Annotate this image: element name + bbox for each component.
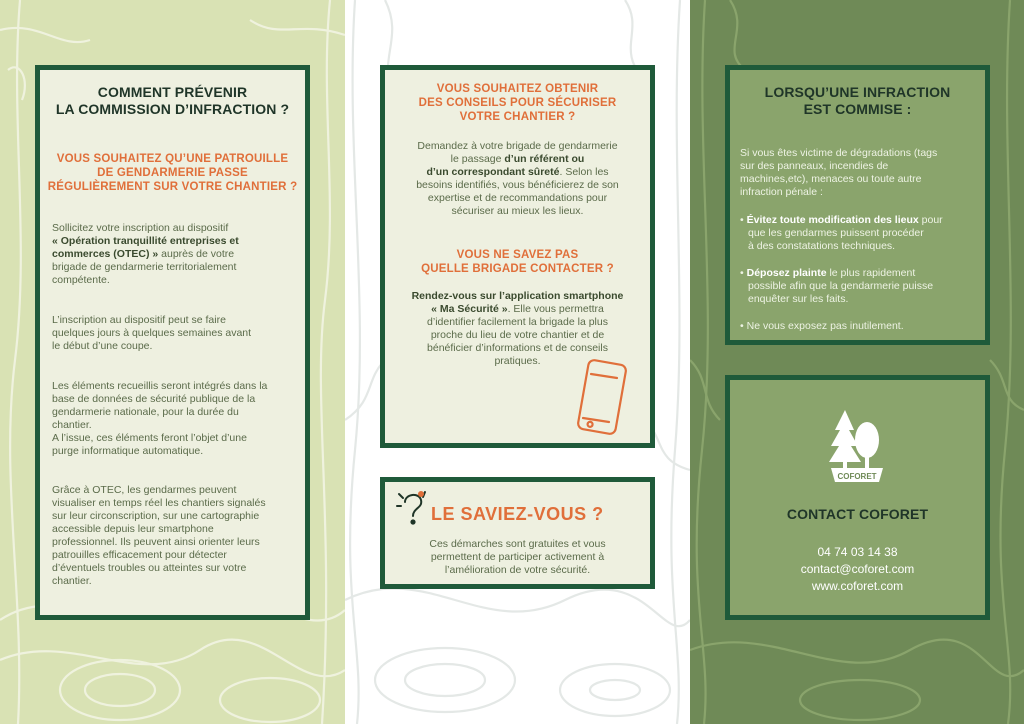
did-you-know-title: LE SAVIEZ-VOUS ? bbox=[431, 504, 604, 524]
bullet-dot: • bbox=[740, 320, 744, 332]
bullet-dot: • bbox=[740, 267, 744, 279]
advice-heading bbox=[385, 82, 650, 124]
victim-intro bbox=[740, 147, 985, 199]
text-line: visualiser en temps réel les chantiers signalés bbox=[52, 497, 266, 509]
text-line: auprès de votre bbox=[158, 248, 235, 260]
infraction-title-line: EST COMMISE : bbox=[803, 101, 912, 117]
text-line: permettent de participer activement à bbox=[430, 551, 605, 563]
text-line: à des constatations techniques. bbox=[748, 240, 896, 252]
coforet-logo bbox=[827, 406, 887, 484]
coforet-logo-text: COFORET bbox=[837, 472, 877, 481]
text-line: machines,etc), menaces ou toute autre bbox=[740, 173, 922, 185]
text-line: . Selon les bbox=[559, 166, 609, 178]
text-line: que les gendarmes puissent procéder bbox=[748, 227, 924, 239]
did-you-know-card bbox=[380, 477, 655, 589]
brigade-heading-line: QUELLE BRIGADE CONTACTER ? bbox=[421, 263, 614, 275]
left-panel bbox=[0, 0, 345, 724]
text-bold: Rendez-vous sur l’application smartphone bbox=[411, 290, 624, 302]
text-line: professionnel. Ils peuvent ainsi orienter leurs bbox=[52, 536, 260, 548]
prevention-title bbox=[40, 84, 305, 118]
prevention-title-line: COMMENT PRÉVENIR bbox=[97, 84, 248, 100]
bullet-file-complaint bbox=[740, 267, 985, 306]
brigade-heading-line: VOUS NE SAVEZ PAS bbox=[456, 249, 579, 261]
text-line: d’identifier facilement la brigade la plus bbox=[427, 316, 608, 328]
text-line: le début d’une coupe. bbox=[52, 340, 153, 352]
text-line: le plus rapidement bbox=[826, 267, 916, 279]
patrol-question-line: VOUS SOUHAITEZ QU’UNE PATROUILLE bbox=[56, 153, 289, 165]
text-bold: « Ma Sécurité » bbox=[431, 303, 508, 315]
text-line: Ces démarches sont gratuites et vous bbox=[429, 538, 606, 550]
infraction-title-line: LORSQU’UNE INFRACTION bbox=[764, 84, 951, 100]
inscription-paragraph bbox=[52, 314, 302, 353]
middle-panel bbox=[345, 0, 690, 724]
text-line: le passage bbox=[450, 153, 505, 165]
text-bold: Déposez plainte bbox=[746, 267, 827, 279]
text-line: pour bbox=[918, 214, 943, 226]
text-line: bénéficier d’informations et de conseils bbox=[427, 342, 608, 354]
text-line: enquêter sur les faits. bbox=[748, 293, 849, 305]
text-line: compétente. bbox=[52, 274, 110, 286]
infraction-card bbox=[725, 65, 990, 345]
text-bold: Évitez toute modification des lieux bbox=[746, 214, 919, 226]
contact-email[interactable]: contact@coforet.com bbox=[800, 562, 915, 576]
prevention-card bbox=[35, 65, 310, 620]
text-line: sur des panneaux, incendies de bbox=[740, 160, 889, 172]
text-line: Les éléments recueillis seront intégrés dans la bbox=[52, 380, 268, 392]
text-line: sécuriser au mieux les lieux. bbox=[451, 205, 584, 217]
contact-title: CONTACT COFORET bbox=[786, 506, 929, 522]
bullet-dot: • bbox=[740, 214, 744, 226]
contact-phone[interactable]: 04 74 03 14 38 bbox=[817, 545, 898, 559]
smartphone-icon bbox=[573, 358, 633, 438]
text-line: purge informatique automatique. bbox=[52, 445, 204, 457]
text-line: chantier. bbox=[52, 575, 92, 587]
bullet-no-exposure bbox=[740, 320, 985, 333]
advice-heading-line: VOTRE CHANTIER ? bbox=[459, 111, 576, 123]
prevention-title-line: LA COMMISSION D’INFRACTION ? bbox=[55, 101, 290, 117]
advice-heading-line: VOUS SOUHAITEZ OBTENIR bbox=[436, 83, 599, 95]
text-line: base de données de sécurité publique de la bbox=[52, 393, 256, 405]
text-line: l’amélioration de votre sécurité. bbox=[444, 564, 591, 576]
did-you-know-text bbox=[390, 538, 645, 577]
text-bold: d’un référent ou bbox=[504, 153, 585, 165]
text-line: pratiques. bbox=[494, 355, 541, 367]
text-line: Si vous êtes victime de dégradations (tags bbox=[740, 147, 938, 159]
advice-card bbox=[380, 65, 655, 448]
text-line: Grâce à OTEC, les gendarmes peuvent bbox=[52, 484, 237, 496]
app-paragraph bbox=[390, 290, 645, 368]
right-panel bbox=[690, 0, 1024, 724]
otec-benefits-paragraph bbox=[52, 484, 307, 588]
text-line: d’éventuels troubles ou atteintes sur votre bbox=[52, 562, 247, 574]
data-retention-paragraph bbox=[52, 380, 307, 458]
text-bold: « Opération tranquillité entreprises et bbox=[52, 235, 239, 247]
text-line: gendarmerie nationale, pour la durée du bbox=[52, 406, 239, 418]
patrol-question-heading bbox=[40, 152, 305, 194]
otec-paragraph bbox=[52, 222, 302, 287]
text-line: possible afin que la gendarmerie puisse bbox=[748, 280, 934, 292]
text-line: patrouilles efficacement pour détecter bbox=[52, 549, 227, 561]
text-line: Demandez à votre brigade de gendarmerie bbox=[417, 140, 618, 152]
bullet-no-modification bbox=[740, 214, 985, 253]
text-line: Ne vous exposez pas inutilement. bbox=[746, 320, 904, 332]
referent-paragraph bbox=[390, 140, 645, 218]
text-line: L’inscription au dispositif peut se faire bbox=[52, 314, 226, 326]
advice-heading-line: DES CONSEILS POUR SÉCURISER bbox=[418, 97, 617, 109]
text-line: sur leur circonscription, sur une cartographie bbox=[52, 510, 260, 522]
patrol-question-line: RÉGULIÈREMENT SUR VOTRE CHANTIER ? bbox=[47, 181, 298, 193]
patrol-question-line: DE GENDARMERIE PASSE bbox=[97, 167, 248, 179]
contact-website[interactable]: www.coforet.com bbox=[811, 579, 904, 593]
text-line: expertise et de recommandations pour bbox=[427, 192, 608, 204]
contact-details bbox=[730, 544, 985, 595]
brigade-heading bbox=[385, 248, 650, 276]
contact-card bbox=[725, 375, 990, 620]
question-bubble-icon bbox=[395, 488, 431, 530]
text-line: chantier. bbox=[52, 419, 92, 431]
text-bold: d’un correspondant sûreté bbox=[426, 166, 560, 178]
text-line: besoins identifiés, vous bénéficierez de son bbox=[416, 179, 619, 191]
text-line: proche du lieu de votre chantier et de bbox=[430, 329, 605, 341]
text-line: quelques jours à quelques semaines avant bbox=[52, 327, 252, 339]
text-bold: commerces (OTEC) » bbox=[52, 248, 159, 260]
text-line: accessible depuis leur smartphone bbox=[52, 523, 214, 535]
text-line: A l’issue, ces éléments feront l’objet d’une bbox=[52, 432, 247, 444]
infraction-title bbox=[730, 84, 985, 118]
text-line: . Elle vous permettra bbox=[507, 303, 604, 315]
text-line: infraction pénale : bbox=[740, 186, 823, 198]
text-line: Sollicitez votre inscription au dispositif bbox=[52, 222, 229, 234]
text-line: brigade de gendarmerie territorialement bbox=[52, 261, 237, 273]
